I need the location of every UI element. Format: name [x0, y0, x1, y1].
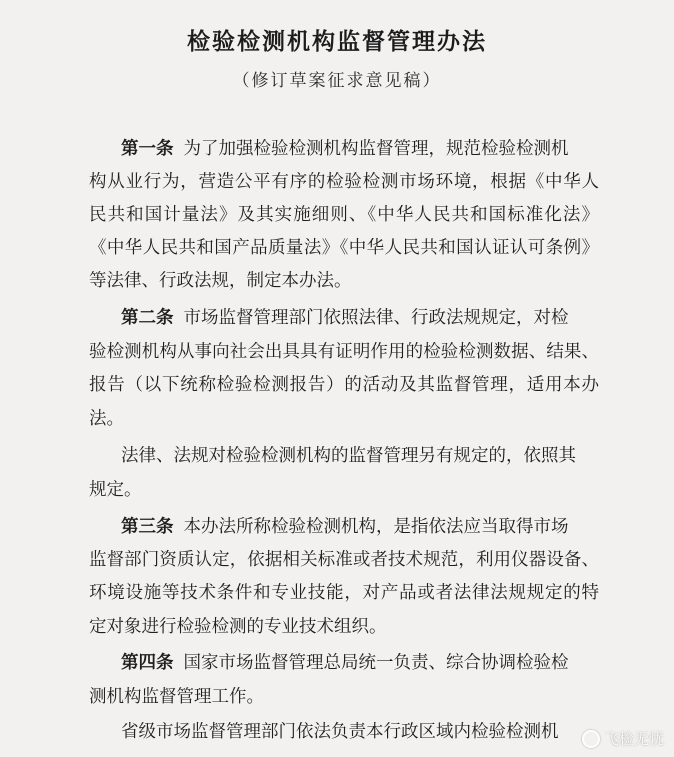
text-line: 定对象进行检验检测的专业技术组织。	[89, 617, 387, 637]
text-line: 验检测机构从事向社会出具具有证明作用的检验检测数据、结果、	[89, 342, 599, 362]
line-text: 本办法所称检验检测机构，是指依法应当取得市场	[183, 517, 569, 537]
text-line: 环境设施等技术条件和专业技能，对产品或者法律法规规定的特	[89, 583, 599, 603]
text-line: 《中华人民共和国产品质量法》《中华人民共和国认证认可条例》	[89, 238, 599, 258]
text-line: 法律、法规对检验检测机构的监督管理另有规定的，依照其	[121, 446, 576, 466]
text-line: 省级市场监督管理部门依法负责本行政区域内检验检测机	[121, 722, 559, 742]
watermark	[582, 728, 664, 749]
document-subtitle: （修订草案征求意见稿）	[232, 71, 442, 91]
text-line	[121, 134, 599, 164]
document-title: 检验检测机构监督管理办法	[187, 29, 487, 55]
line-text: 国家市场监督管理总局统一负责、综合协调检验检	[183, 653, 569, 673]
line-text: 市场监督管理部门依照法律、行政法规规定，对检	[183, 308, 569, 328]
text-line: 民共和国计量法》及其实施细则、《中华人民共和国标准化法》	[89, 205, 599, 225]
text-line: 报告（以下统称检验检测报告）的活动及其监督管理，适用本办	[89, 375, 599, 395]
line-text: 为了加强检验检测机构监督管理，规范检验检测机	[183, 139, 569, 159]
text-line	[121, 303, 599, 333]
text-line: 规定。	[89, 480, 142, 500]
article-heading: 第一条	[121, 139, 174, 159]
text-line: 等法律、行政法规，制定本办法。	[89, 271, 352, 291]
article-heading: 第二条	[121, 308, 174, 328]
text-line: 监督部门资质认定，依据相关标准或者技术规范，利用仪器设备、	[89, 550, 599, 570]
text-line	[121, 512, 599, 542]
text-line: 构从业行为，营造公平有序的检验检测市场环境，根据《中华人	[89, 172, 599, 192]
text-line: 法。	[89, 409, 124, 429]
text-line: 测机构监督管理工作。	[89, 687, 264, 707]
article-heading: 第四条	[121, 653, 174, 673]
text-line	[121, 648, 599, 678]
article-heading: 第三条	[121, 517, 174, 537]
watermark-text: 飞检无忧	[603, 730, 664, 748]
watermark-logo-icon	[582, 730, 600, 748]
